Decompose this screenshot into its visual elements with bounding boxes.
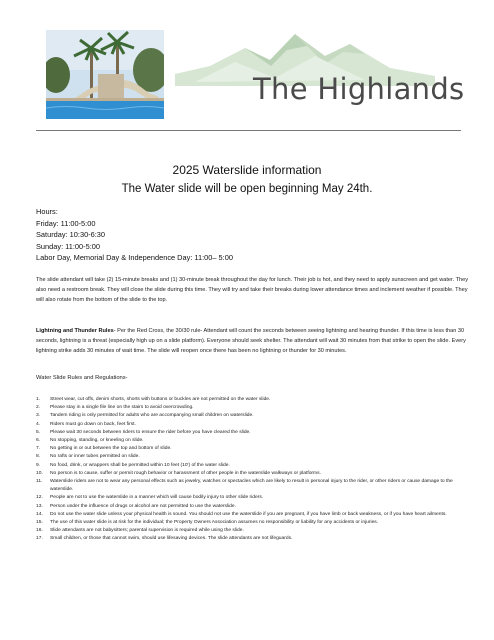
rule-number: 2. — [36, 405, 41, 411]
rule-text: The use of this water slide is at risk for the individual; the Property Owners Association assumes no responsibility or liability for any accidents or injuries. — [50, 520, 379, 526]
list-item — [36, 437, 468, 445]
lightning-heading: Lightning and Thunder Rules — [36, 328, 114, 334]
list-item — [36, 494, 468, 502]
rule-text: Do not use the water slide unless your physical health is sound. You should not use the waterslide if you are pregnant, if you have limb or back weakness, or if you have heart ailments. — [50, 511, 447, 517]
rule-text: Slide attendants are not babysitters; parental supervision is required while using the slide. — [50, 528, 244, 534]
rule-text: No food, drink, or wrappers shall be permitted within 10 feet (10') of the water slide. — [50, 462, 230, 468]
list-item — [36, 453, 468, 461]
waterslide-photo — [46, 30, 164, 119]
page-title: 2025 Waterslide information — [172, 163, 322, 177]
list-item — [36, 445, 468, 453]
rule-number: 6. — [36, 438, 41, 444]
rule-text: Tandem riding is only permitted for adults who are accompanying small children on waterslide. — [50, 413, 254, 419]
rule-number: 16. — [36, 528, 43, 534]
list-item — [36, 478, 468, 494]
rule-number: 10. — [36, 470, 43, 476]
rule-text: Waterslide riders are not to wear any personal effects such as jewelry, watches or spectacles which are likely to result in personal injury to the rider, or other riders or cause damage to the waterslide. — [50, 479, 453, 493]
rule-text: Small children, or those that cannot swim, should use lifesaving devices. The slide attendants are not lifeguards. — [50, 536, 293, 542]
rule-text: People are not to use the waterslide in a manner which will cause bodily injury to other slide riders. — [50, 495, 264, 501]
rule-text: Street wear, cut offs, denim shorts, shorts with buttons or buckles are not permitted on the water slide. — [50, 397, 271, 402]
rule-number: 9. — [36, 462, 41, 468]
list-item — [36, 421, 468, 429]
list-item — [36, 404, 468, 412]
hours-line: Sunday: 11:00-5:00 — [36, 241, 100, 251]
list-item — [36, 519, 468, 527]
list-item — [36, 527, 468, 535]
page-subtitle: The Water slide will be open beginning May 24th. — [121, 183, 373, 195]
rule-number: 14. — [36, 511, 43, 517]
rule-number: 8. — [36, 454, 41, 460]
lightning-paragraph — [36, 327, 468, 356]
list-item — [36, 412, 468, 420]
rule-number: 3. — [36, 413, 41, 419]
hours-line: Saturday: 10:30-6:30 — [36, 230, 106, 240]
rule-number: 1. — [36, 397, 41, 402]
list-item — [36, 535, 468, 543]
rule-text: No getting in or out between the top and bottom of slide. — [50, 446, 172, 452]
attendant-paragraph: The slide attendant will take (2) 15-minute breaks and (1) 30-minute break throughout the day for lunch. Their job is hot, and they need to apply sunscreen and get water. They also need a restroom break. They will close the slide during this time. They will try and take their breaks during lower attendance times and inclement weather if possible. They will also rotate from the bottom of the slide to the top. — [36, 277, 469, 303]
rules-list — [36, 396, 468, 544]
rule-text: Please stay in a single file line on the stairs to avoid overcrowding. — [50, 405, 194, 411]
rule-number: 4. — [36, 421, 41, 427]
list-item — [36, 511, 468, 519]
rule-text: Riders must go down on back, feet first. — [50, 421, 136, 427]
hours-heading: Hours: — [36, 207, 58, 216]
header-divider — [36, 130, 461, 131]
rule-text: No rafts or inner tubes permitted on slide. — [50, 454, 140, 460]
hours-line: Labor Day, Memorial Day & Independence Day: 11:00– 5:00 — [36, 253, 233, 263]
rule-number: 13. — [36, 503, 43, 509]
rule-text: Please wait 30 seconds between riders to ensure the rider before you have cleared the slide. — [50, 429, 251, 435]
rule-text: Person under the influence of drugs or alcohol are not permitted to use the waterslide. — [50, 503, 236, 509]
rules-heading: Water Slide Rules and Regulations- — [36, 375, 128, 381]
rule-number: 11. — [36, 479, 43, 485]
rule-number: 15. — [36, 520, 43, 526]
rule-text: No person is to cause, suffer or permit rough behavior or harassment of other people in the waterslide walkways or platforms. — [50, 470, 321, 476]
rule-number: 17. — [36, 536, 43, 542]
rule-number: 5. — [36, 429, 41, 435]
list-item — [36, 462, 468, 470]
hours-line: Friday: 11:00-5:00 — [36, 218, 96, 228]
list-item — [36, 503, 468, 511]
rule-text: No stopping, standing, or kneeling on slide. — [50, 438, 144, 444]
rule-number: 12. — [36, 495, 43, 501]
hours-section — [36, 206, 233, 264]
list-item — [36, 429, 468, 437]
brand-name: The Highlands — [253, 72, 465, 106]
lightning-text: - Per the Red Cross, the 30/30 rule- Attendant will count the seconds between seeing lightning and hearing thunder. If this time is less than 30 seconds, lightning is a threat (especially high up on a slide platform). Everyone should seek shelter. The attendant will wait 30 minutes from that strike to open the slide. Every lightning strike adds 30 minutes of wait time. The slide will reopen once there has been no lightning or thunder for 30 minutes. — [36, 328, 466, 354]
list-item — [36, 396, 468, 404]
list-item — [36, 470, 468, 478]
rule-number: 7. — [36, 446, 41, 452]
